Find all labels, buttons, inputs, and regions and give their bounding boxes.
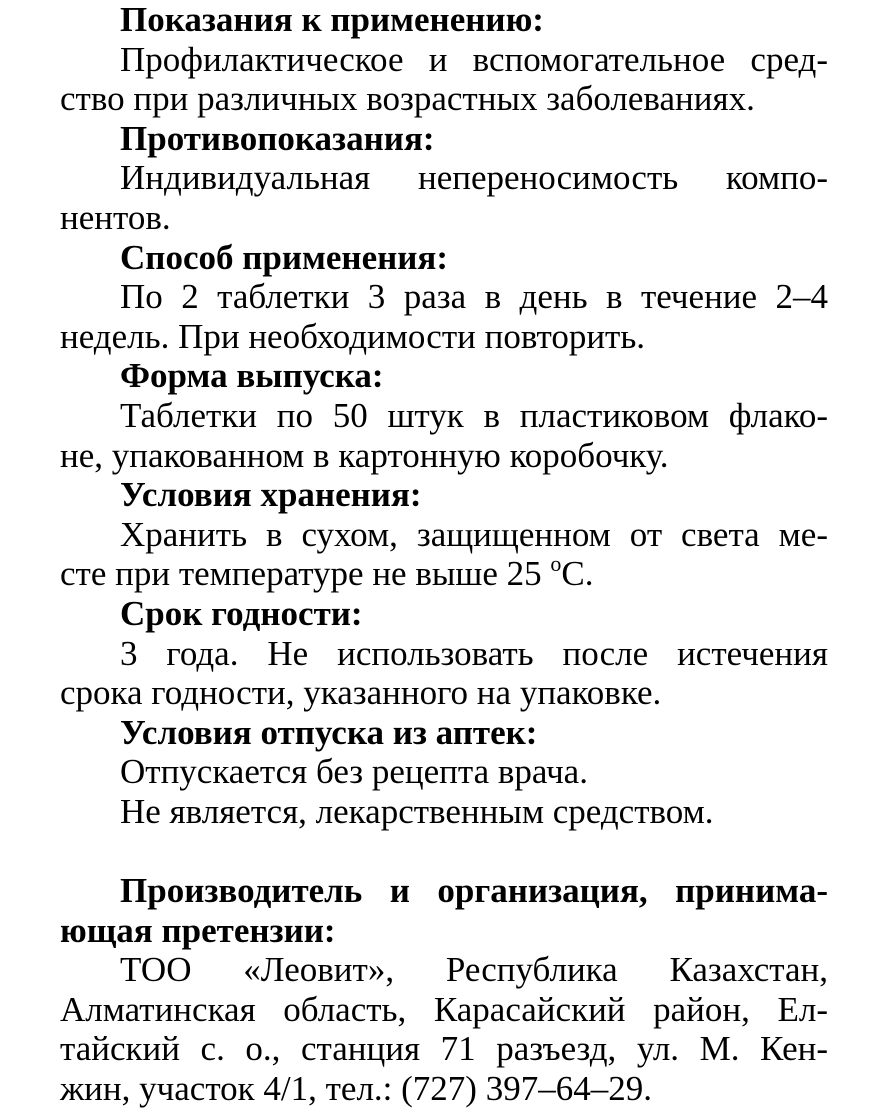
indications-text-line-2: ство при различных возрастных заболеваниях.: [60, 79, 755, 119]
indications-text-line-1: Профилактическое и вспомогательное сред-: [120, 39, 828, 79]
manufacturer-heading-line-2: ющая претензии:: [60, 910, 336, 950]
dispensing-text-line-1: Отпускается без рецепта врача.: [120, 752, 588, 792]
manufacturer-text-line-4: жин, участок 4/1, тел.: (727) 397–64–29.: [60, 1069, 652, 1109]
manufacturer-text-line-3: тайский с. о., станция 71 разъезд, ул. М. Кен-: [60, 1029, 828, 1069]
contraindications-heading: Противопоказания:: [120, 118, 435, 158]
manufacturer-text-line-1: ТОО «Леовит», Республика Казахстан,: [120, 950, 828, 990]
storage-heading: Условия хранения:: [120, 475, 422, 515]
storage-text-line-2: [60, 551, 828, 594]
dosage-heading: Способ применения:: [120, 237, 449, 277]
contraindications-text-line-1: Индивидуальная непереносимость компо-: [120, 158, 828, 198]
form-text-line-2: не, упакованном в картонную коробочку.: [60, 435, 669, 475]
dispensing-text-line-2: Не является, лекарственным средством.: [120, 791, 714, 831]
storage-text-line-2-unit: С.: [561, 554, 594, 594]
form-text-line-1: Таблетки по 50 штук в пластиковом флако-: [120, 395, 828, 435]
shelf-life-heading: Срок годности:: [120, 593, 363, 633]
dispensing-heading: Условия отпуска из аптек:: [120, 712, 538, 752]
degree-sign: о: [550, 551, 562, 577]
contraindications-text-line-2: нентов.: [60, 197, 171, 237]
dosage-text-line-2: недель. При необходимости повторить.: [60, 316, 646, 356]
blank-line: [60, 831, 828, 871]
indications-heading: Показания к применению:: [120, 0, 544, 39]
manufacturer-text-line-2: Алматинская область, Карасайский район, Ел-: [60, 989, 828, 1029]
form-heading: Форма выпуска:: [120, 356, 384, 396]
shelf-life-text-line-2: срока годности, указанного на упаковке.: [60, 673, 662, 713]
shelf-life-text-line-1: 3 года. Не использовать после истечения: [120, 633, 828, 673]
leaflet-text: [60, 0, 828, 1109]
dosage-text-line-1: По 2 таблетки 3 раза в день в течение 2–4: [120, 277, 828, 317]
storage-text-line-1: Хранить в сухом, защищенном от света ме-: [120, 514, 828, 554]
manufacturer-heading-line-1: Производитель и организация, принима-: [120, 871, 828, 911]
storage-text-line-2-main: сте при температуре не выше 25: [60, 554, 551, 594]
